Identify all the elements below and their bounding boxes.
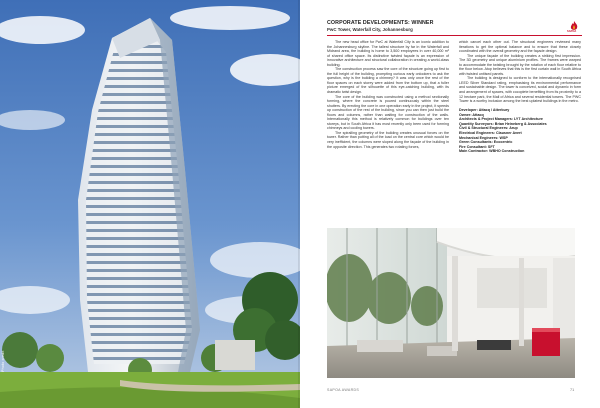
credit-line: Owner: Attacq xyxy=(459,112,484,117)
credit-line: Developer: Attacq / Atterbury xyxy=(459,108,510,113)
article-column-right xyxy=(459,40,581,154)
article-section-title: CORPORATE DEVELOPMENTS: WINNER xyxy=(327,20,434,26)
award-logo xyxy=(569,19,579,33)
footer-section-label: SAPOA AWARDS xyxy=(327,388,360,392)
credit-line: Architects & Project Managers: LYT Architecture xyxy=(459,117,543,122)
paragraph: The unique façade of the building creates a striking first impression. The 3D geometry and unique aluminium profiles. The frames were warped to accommodate the twisting brought by the rotation of each floor relative to the floor below. Atop believes that this is the first curtain wall in South Africa with twisted unitised panels. xyxy=(459,53,581,76)
award-logo-label: SAPOA xyxy=(567,30,577,33)
article-page xyxy=(300,0,600,408)
credit-line: Main Contractor: WBHO Construction xyxy=(459,149,525,154)
credit-line: Electrical Engineers: Clausner Avert xyxy=(459,130,522,135)
paragraph: The core of the building was constructed using a method sectionally forming, where the concrete is poured continuously within the steel shutters. By erecting the core in one operation early in the project, it speeds up construction of the rest of the building, since you can then just build the floors and columns, rather than waiting for construction of the walls. Internationally this method is relatively common for buildings over ten storeys, but in South Africa it has most recently only been used for forming chimneys and cooling towers. xyxy=(327,94,449,131)
paragraph: The spiralling geometry of the building creates unusual forces on the tower. Rather than putting all of the load on the central core which would be very inefficient, the columns were sloped along the façade of the building in the opposite direction. This generates two rotating forces, xyxy=(327,130,449,149)
photo-credit-text: Photo credit xyxy=(1,350,5,372)
credit-line: Quantity Surveyors: Brian Heineberg & Associates xyxy=(459,121,547,126)
paragraph: The construction process saw the core of the structure going up first to the full height of the building, prompting curious early onlookers to ask the question, why is the building a chimney? It was only once the rest of the floor spaces on each storey were added from the bottom up, that a fuller picture emerged of the silhouette of this eye-catching building, with its dramatic twist design. xyxy=(327,67,449,95)
article-column-left xyxy=(327,40,449,149)
lobby-photo xyxy=(327,228,575,378)
credit-line: Green Consultants: Ecocentric xyxy=(459,140,513,145)
article-subtitle: PwC Tower, Waterfall City, Johannesburg xyxy=(327,27,413,32)
credit-line: Civil & Structural Engineers: Arup xyxy=(459,126,518,131)
page-number: 71 xyxy=(570,388,575,392)
lobby-photo-image xyxy=(327,228,575,378)
project-credits xyxy=(459,108,581,153)
paragraph: The building is designed to conform to the internationally recognised LEED Silver Standard rating, emphasising its environmental performance and sustainable design. The tower is conceived, social and dynamic in form and arrangement of spaces, with cocoplete benefiting from its proximity to a 12 hectare park, the Mall of Africa and several residential towers. The PWC Tower is a worthy inclusion among the best uplatest buildings in the metro. xyxy=(459,76,581,104)
header-rule xyxy=(327,35,582,36)
photo-credit xyxy=(1,318,9,378)
credit-line: Fire Consultant: SFT xyxy=(459,144,495,149)
credit-line: Mechanical Engineers: WSP xyxy=(459,135,508,140)
building-low xyxy=(215,340,255,370)
paragraph: The new head office for PwC at Waterfall City is an iconic addition to the Johannesburg skyline. The tallest structure by far in the Waterfall and Midrand area, the building is home to 3,500 employees in over 40,000 m² of shared office space. Its distinctive twisted façade is an expression of innovative architecture and structural collaboration in creating a world-class building. xyxy=(327,40,449,67)
paragraph: which cancel each other out. The structural engineers reviewed many iterations to get the optimal balance and to ensure that these closely coordinated with the overall geometry and the façade design. xyxy=(459,40,581,54)
